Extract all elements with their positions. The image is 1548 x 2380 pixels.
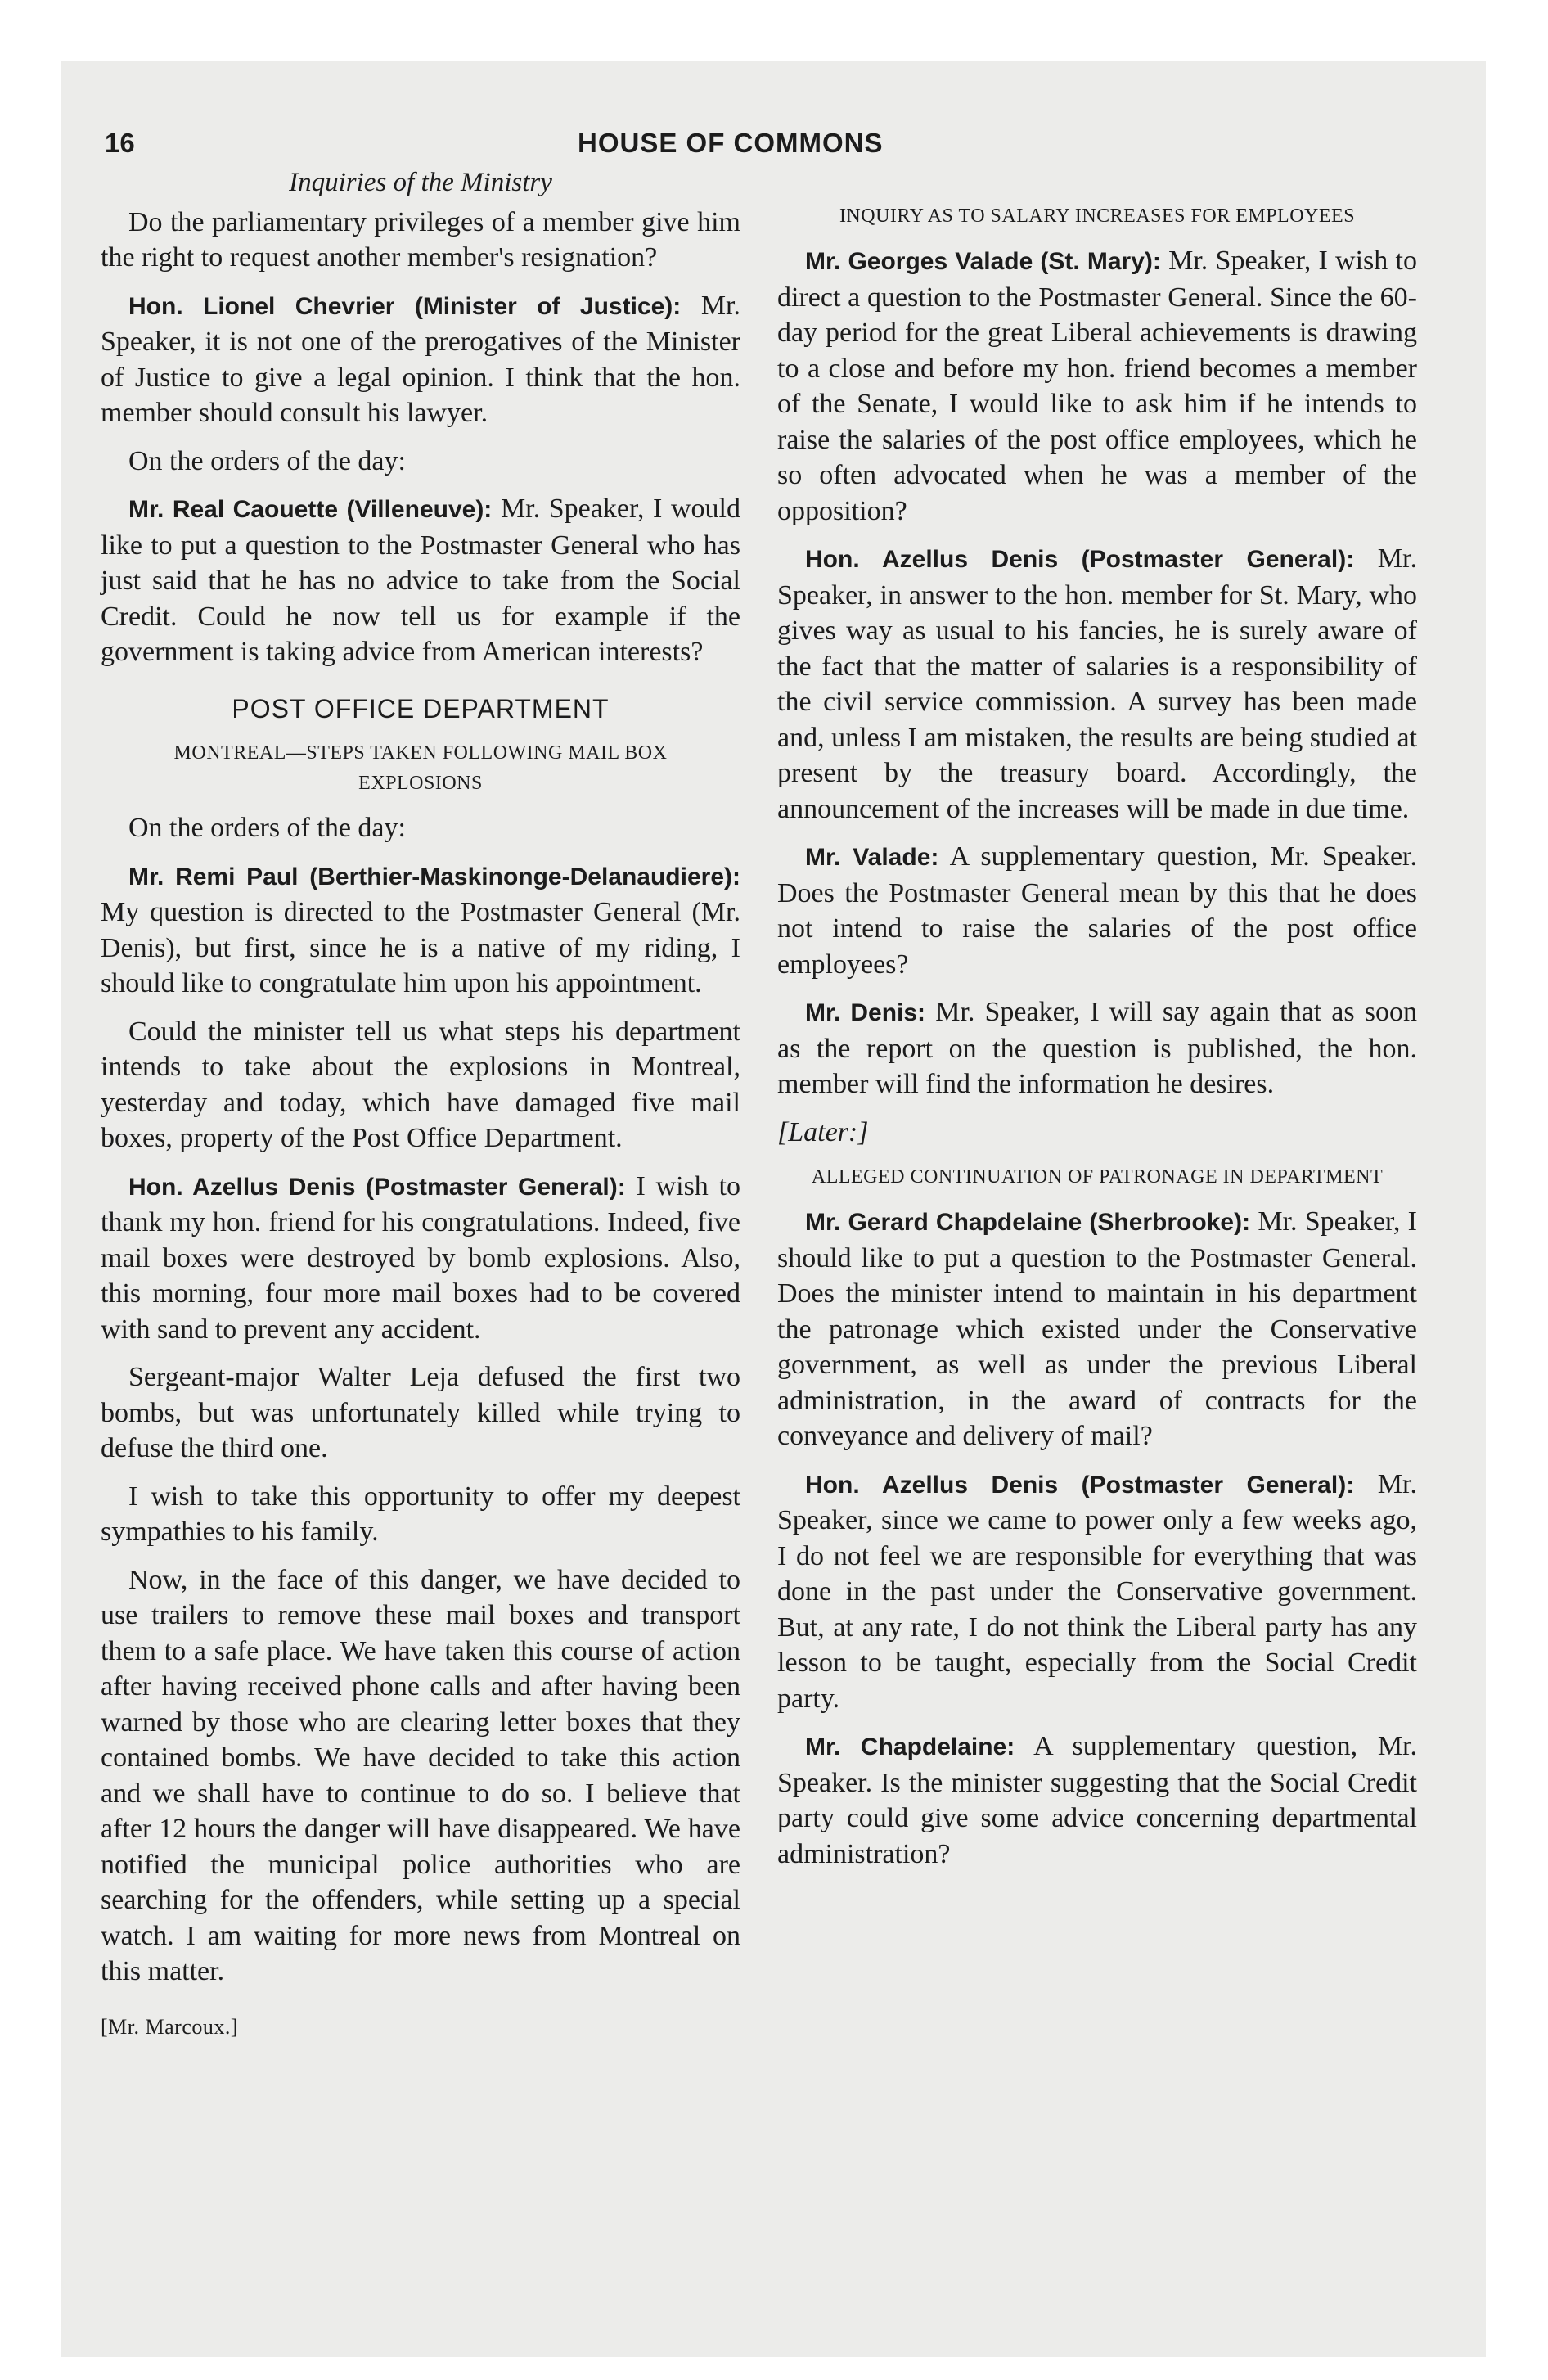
speaker-name: Mr. Denis: bbox=[805, 999, 926, 1026]
speaker-name: Mr. Chapdelaine: bbox=[805, 1733, 1015, 1760]
paragraph bbox=[777, 1467, 1417, 1717]
running-subtitle: Inquiries of the Ministry bbox=[289, 168, 552, 197]
paragraph: Now, in the face of this danger, we have decided to use trailers to remove these mail boxes and transport them to a safe place. We have taken this course of action after having received phone calls and after having been warned by those who are clearing letter boxes that they contained bombs. We have decided to take this action and we shall have to continue to do so. I believe that after 12 hours the danger will have disappeared. We have notified the municipal police authorities who are searching for the offenders, while setting up a special watch. I am waiting for more news from Montreal on this matter. bbox=[101, 1564, 740, 1986]
paragraph: Could the minister tell us what steps his department intends to take about the explosions in Montreal, yesterday and today, which have damaged five mail boxes, property of the Post Office Department. bbox=[101, 1016, 740, 1153]
page-header bbox=[105, 123, 938, 164]
speech-text: A supplementary question, Mr. Speaker. Does the Postmaster General mean by this that he does not intend to raise the salaries of the post office employees? bbox=[777, 841, 1417, 980]
later-marker: [Later:] bbox=[777, 1116, 869, 1147]
speech-text: Mr. Speaker, in answer to the hon. member for St. Mary, who gives way as usual to his fancies, he is surely aware of the fact that the matter of salaries is a responsibility of the civil service commission. A survey has been made and, unless I am mistaken, the results are being studied at present by the treasury board. Accordingly, the announcement of the increases will be made in due time. bbox=[777, 543, 1417, 824]
speech-text: Mr. Speaker, I should like to put a question to the Postmaster General. Does the minister intend to maintain in his department the patronage which existed under the Conservative government, as well as under the previous Liberal administration, in the award of contracts for the conveyance and delivery of mail? bbox=[777, 1206, 1417, 1451]
speaker-name: Hon. Azellus Denis (Postmaster General): bbox=[805, 546, 1355, 573]
speech-text: Mr. Speaker, I will say again that as soon as the report on the question is published, the hon. member will find the information he desires. bbox=[777, 997, 1417, 1099]
subsection-heading: INQUIRY AS TO SALARY INCREASES FOR EMPLOYEES bbox=[839, 205, 1356, 227]
paragraph bbox=[777, 1729, 1417, 1872]
speech-text: Mr. Speaker, since we came to power only a few weeks ago, I do not feel we are responsible for everything that was done in the past under the Conservative government. But, at any rate, I do not think the Liberal party has any lesson to be taught, especially from the Social Credit party. bbox=[777, 1468, 1417, 1714]
paragraph bbox=[101, 491, 740, 670]
subsection-heading: ALLEGED CONTINUATION OF PATRONAGE IN DEPARTMENT bbox=[811, 1166, 1384, 1188]
paragraph bbox=[777, 839, 1417, 982]
paragraph bbox=[777, 994, 1417, 1102]
speech-text: A supplementary question, Mr. Speaker. Is the minister suggesting that the Social Credit party could give some advice concerning departmental administration? bbox=[777, 1731, 1417, 1869]
paragraph: Do the parliamentary privileges of a member give him the right to request another member's resignation? bbox=[101, 206, 740, 273]
speaker-name: Mr. Valade: bbox=[805, 844, 939, 871]
paragraph bbox=[101, 1169, 740, 1348]
paragraph: On the orders of the day: bbox=[128, 813, 406, 843]
left-column bbox=[101, 165, 740, 2057]
running-title: HOUSE OF COMMONS bbox=[578, 128, 884, 158]
speaker-name: Mr. Real Caouette (Villeneuve): bbox=[128, 496, 493, 523]
speaker-name: Mr. Georges Valade (St. Mary): bbox=[805, 248, 1161, 275]
paragraph: Sergeant-major Walter Leja defused the first two bombs, but was unfortunately killed while trying to defuse the third one. bbox=[101, 1362, 740, 1463]
speaker-name: Hon. Lionel Chevrier (Minister of Justice): bbox=[128, 292, 682, 320]
speech-text: Mr. Speaker, I wish to direct a question to the Postmaster General. Since the 60-day period for the great Liberal achievements is drawing to a close and before my hon. friend becomes a member of the Senate, I would like to ask him if he intends to raise the salaries of the post office employees, which he so often advocated when he was a member of the opposition? bbox=[777, 246, 1417, 526]
paragraph: I wish to take this opportunity to offer my deepest sympathies to his family. bbox=[101, 1481, 740, 1547]
paragraph bbox=[777, 243, 1417, 529]
speech-text: My question is directed to the Postmaster General (Mr. Denis), but first, since he is a native of my riding, I should like to congratulate him upon his appointment. bbox=[101, 897, 740, 998]
paragraph bbox=[777, 541, 1417, 827]
paragraph: On the orders of the day: bbox=[128, 445, 406, 476]
speech-text: I wish to thank my hon. friend for his congratulations. Indeed, five mail boxes were destroyed by bomb explosions. Also, this morning, four more mail boxes had to be covered with sand to prevent any accident. bbox=[101, 1170, 741, 1345]
section-heading: POST OFFICE DEPARTMENT bbox=[232, 693, 610, 723]
page-footer-note: [Mr. Marcoux.] bbox=[101, 2014, 239, 2039]
subsection-heading: MONTREAL—STEPS TAKEN FOLLOWING MAIL BOX EXPLOSIONS bbox=[173, 742, 668, 794]
paragraph bbox=[101, 288, 740, 431]
paragraph bbox=[101, 859, 740, 1002]
speaker-name: Mr. Gerard Chapdelaine (Sherbrooke): bbox=[805, 1209, 1251, 1236]
speaker-name: Hon. Azellus Denis (Postmaster General): bbox=[128, 1173, 626, 1201]
speech-text: Mr. Speaker, I would like to put a question to the Postmaster General who has just said that he has no advice to take from the Social Credit. Could he now tell us for example if the government is taking advice from American interests? bbox=[101, 494, 740, 667]
speaker-name: Mr. Remi Paul (Berthier-Maskinonge-Delanaudiere): bbox=[128, 863, 740, 890]
paragraph bbox=[777, 1204, 1417, 1454]
right-column bbox=[777, 201, 1417, 1884]
page-number: 16 bbox=[105, 128, 135, 158]
speech-text: Mr. Speaker, it is not one of the prerogatives of the Minister of Justice to give a legal opinion. I think that the hon. member should consult his lawyer. bbox=[101, 290, 740, 428]
speaker-name: Hon. Azellus Denis (Postmaster General): bbox=[805, 1471, 1355, 1499]
